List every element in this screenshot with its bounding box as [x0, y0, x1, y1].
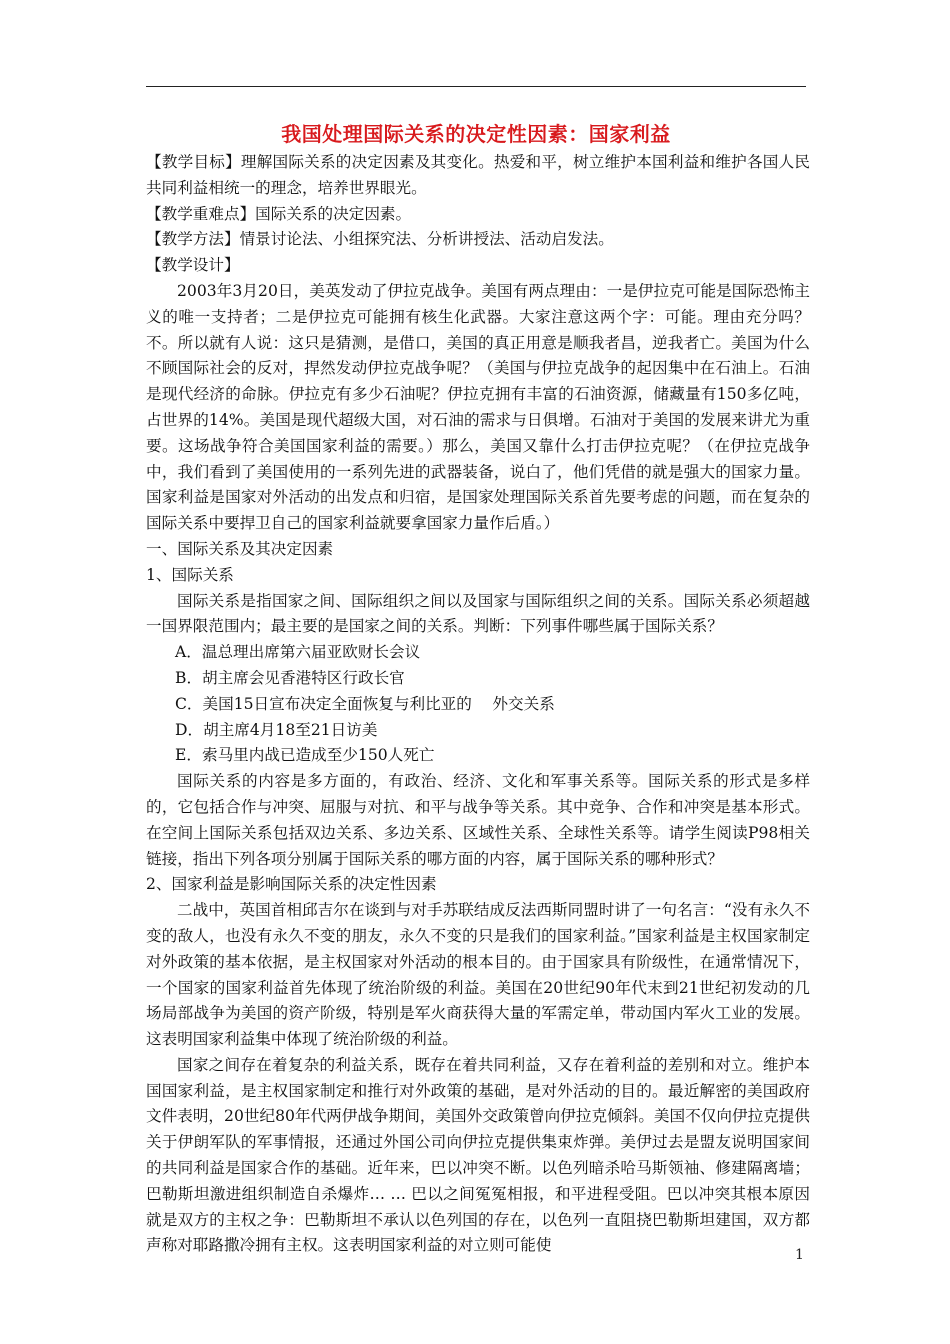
churchill-paragraph: 二战中，英国首相邱吉尔在谈到与对手苏联结成反法西斯同盟时讲了一句名言：“没有永久不变的敌人，也没有永久不变的朋友，永久不变的只是我们的国家利益。”国家利益是主权国家制定对外政策的基本依据，是主权国家对外活动的根本目的。由于国家具有阶级性，在通常情况下，一个国家的国家利益首先体现了统治阶级的利益。美国在20世纪90年代末到21世纪初发动的几场局部战争为美国的资产阶级，特别是军火商获得大量的军需定单，带动国内军火工业的发展。这表明国家利益集中体现了统治阶级的利益。 [146, 901, 810, 1049]
option-e: E．索马里内战已造成至少150人死亡 [175, 746, 435, 765]
intro-paragraph: 2003年3月20日，美英发动了伊拉克战争。美国有两点理由：一是伊拉克可能是国际恐怖主义的唯一支持者；二是伊拉克可能拥有核生化武器。大家注意这两个字：可能。理由充分吗？不。所以就有人说：这只是猜测，是借口，美国的真正用意是顺我者昌，逆我者亡。美国为什么不顾国际社会的反对，捍然发动伊拉克战争呢？（美国与伊拉克战争的起因集中在石油上。石油是现代经济的命脉。伊拉克有多少石油呢？伊拉克拥有丰富的石油资源，储藏量有150多亿吨，占世界的14%。美国是现代超级大国，对石油的需求与日俱增。石油对于美国的发展来讲尤为重要。这场战争符合美国国家利益的需要。）那么，美国又靠什么打击伊拉克呢？（在伊拉克战争中，我们看到了美国使用的一系列先进的武器装备，说白了，他们凭借的就是强大的国家力量。国家利益是国家对外活动的出发点和归宿，是国家处理国际关系首先要考虑的问题，而在复杂的国际关系中要捍卫自己的国家利益就要拿国家力量作后盾。） [146, 281, 810, 533]
header-rule [146, 86, 806, 87]
interest-relations-paragraph: 国家之间存在着复杂的利益关系，既存在着共同利益，又存在着利益的差别和对立。维护本国国家利益，是主权国家制定和推行对外政策的基础，是对外活动的目的。最近解密的美国政府文件表明，20世纪80年代两伊战争期间，美国外交政策曾向伊拉克倾斜。美国不仅向伊拉克提供关于伊朗军队的军事情报，还通过外国公司向伊拉克提供集束炸弹。美伊过去是盟友说明国家间的共同利益是国家合作的基础。近年来，巴以冲突不断。以色列暗杀哈马斯领袖、修建隔离墙；巴勒斯坦激进组织制造自杀爆炸… … 巴以之间冤冤相报，和平进程受阻。巴以冲突其根本原因就是双方的主权之争：巴勒斯坦不承认以色列国的存在，以色列一直阻挠巴勒斯坦建国，双方都声称对耶路撒冷拥有主权。这表明国家利益的对立则可能使 [146, 1055, 810, 1255]
teaching-methods-paragraph: 【教学方法】情景讨论法、小组探究法、分析讲授法、活动启发法。 [146, 230, 614, 249]
key-points-paragraph: 【教学重难点】国际关系的决定因素。 [146, 204, 412, 223]
teaching-goal-paragraph: 【教学目标】理解国际关系的决定因素及其变化。热爱和平，树立维护本国利益和维护各国人民共同利益相统一的理念，培养世界眼光。 [146, 153, 810, 197]
page-title: 我国处理国际关系的决定性因素：国家利益 [281, 122, 671, 146]
teaching-design-heading: 【教学设计】 [146, 256, 240, 275]
section-heading-1: 一、国际关系及其决定因素 [146, 539, 334, 558]
subsection-heading-2: 2、国家利益是影响国际关系的决定性因素 [146, 875, 437, 894]
subsection-heading-1: 1、国际关系 [146, 565, 234, 584]
international-relations-paragraph: 国际关系是指国家之间、国际组织之间以及国家与国际组织之间的关系。国际关系必须超越一国界限范围内；最主要的是国家之间的关系。判断：下列事件哪些属于国际关系？ [146, 591, 810, 636]
option-b: B．胡主席会见香港特区行政长官 [175, 668, 405, 687]
page-number: 1 [795, 1247, 804, 1263]
relations-content-paragraph: 国际关系的内容是多方面的，有政治、经济、文化和军事关系等。国际关系的形式是多样的，它包括合作与冲突、屈服与对抗、和平与战争等关系。其中竞争、合作和冲突是基本形式。在空间上国际关系包括双边关系、多边关系、区域性关系、全球性关系等。请学生阅读P98相关链接，指出下列各项分别属于国际关系的哪方面的内容，属于国际关系的哪种形式？ [146, 772, 810, 868]
document-body [146, 150, 810, 1259]
option-c: C．美国15日宣布决定全面恢复与利比亚的 外交关系 [175, 694, 555, 713]
option-d: D．胡主席4月18至21日访美 [175, 720, 378, 739]
option-a: A．温总理出席第六届亚欧财长会议 [175, 643, 421, 662]
